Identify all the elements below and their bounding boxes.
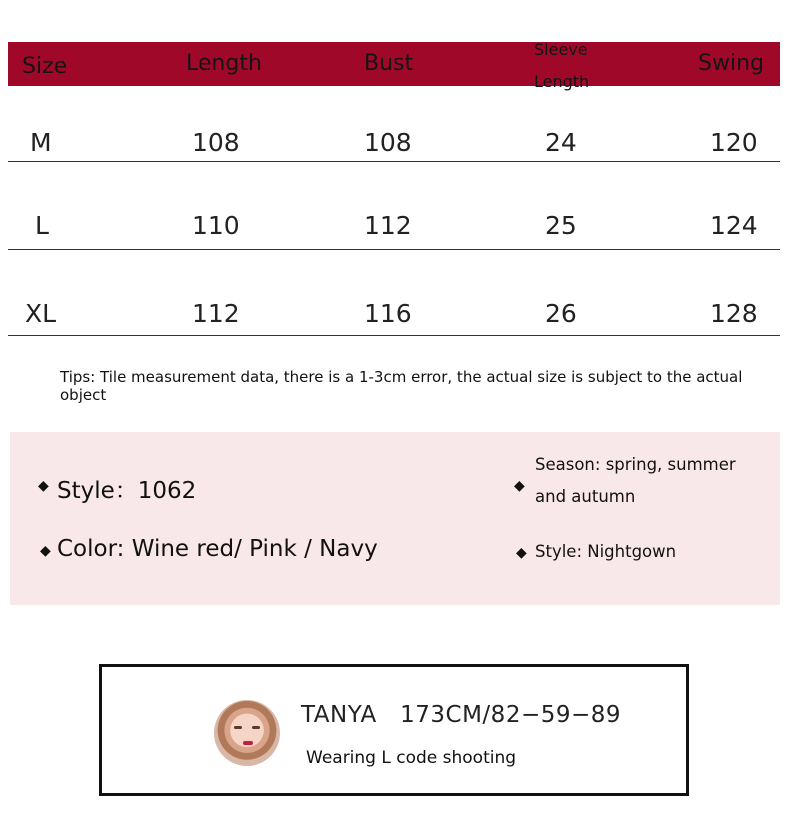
- season-line2: and autumn: [535, 487, 636, 506]
- avatar-lips: [243, 741, 253, 745]
- row-divider: [8, 249, 780, 250]
- row-divider: [8, 161, 780, 162]
- cell-length: 110: [192, 211, 240, 240]
- cell-swing: 120: [710, 128, 758, 157]
- header-length: Length: [186, 51, 262, 76]
- header-sleeve-line1: Sleeve: [534, 40, 588, 59]
- diamond-bullet-icon: ◆: [40, 543, 51, 559]
- model-name-measurements: TANYA 173CM/82−59−89: [301, 702, 622, 728]
- row-divider: [8, 335, 780, 336]
- header-sleeve-length: [534, 34, 604, 98]
- header-size: Size: [22, 54, 68, 79]
- cell-sleeve: 25: [545, 211, 577, 240]
- cell-length: 112: [192, 299, 240, 328]
- avatar-eye: [252, 726, 260, 729]
- season-line1: Season: spring, summer: [535, 455, 736, 474]
- cell-sleeve: 26: [545, 299, 577, 328]
- cell-size: XL: [25, 299, 57, 328]
- cell-size: M: [30, 128, 52, 157]
- model-size-note: Wearing L code shooting: [306, 748, 517, 768]
- header-sleeve-line2: Length: [534, 72, 590, 91]
- color-options: Color: Wine red/ Pink / Navy: [57, 536, 378, 562]
- diamond-bullet-icon: ◆: [514, 478, 525, 494]
- cell-bust: 116: [364, 299, 412, 328]
- header-swing: Swing: [698, 51, 764, 76]
- cell-bust: 112: [364, 211, 412, 240]
- cell-length: 108: [192, 128, 240, 157]
- avatar-eye: [234, 726, 242, 729]
- season-info: [535, 449, 736, 513]
- cell-size: L: [35, 211, 49, 240]
- model-info-box: [99, 664, 689, 796]
- header-bust: Bust: [364, 51, 414, 76]
- cell-sleeve: 24: [545, 128, 577, 157]
- model-avatar: [214, 700, 280, 766]
- cell-swing: 128: [710, 299, 758, 328]
- style-number: Style：1062: [57, 478, 197, 504]
- diamond-bullet-icon: ◆: [516, 545, 527, 561]
- measurement-tips: Tips: Tile measurement data, there is a 1-3cm error, the actual size is subject to the actual object: [60, 368, 743, 404]
- style-type: Style: Nightgown: [535, 542, 677, 561]
- cell-bust: 108: [364, 128, 412, 157]
- diamond-bullet-icon: ◆: [38, 478, 49, 494]
- cell-swing: 124: [710, 211, 758, 240]
